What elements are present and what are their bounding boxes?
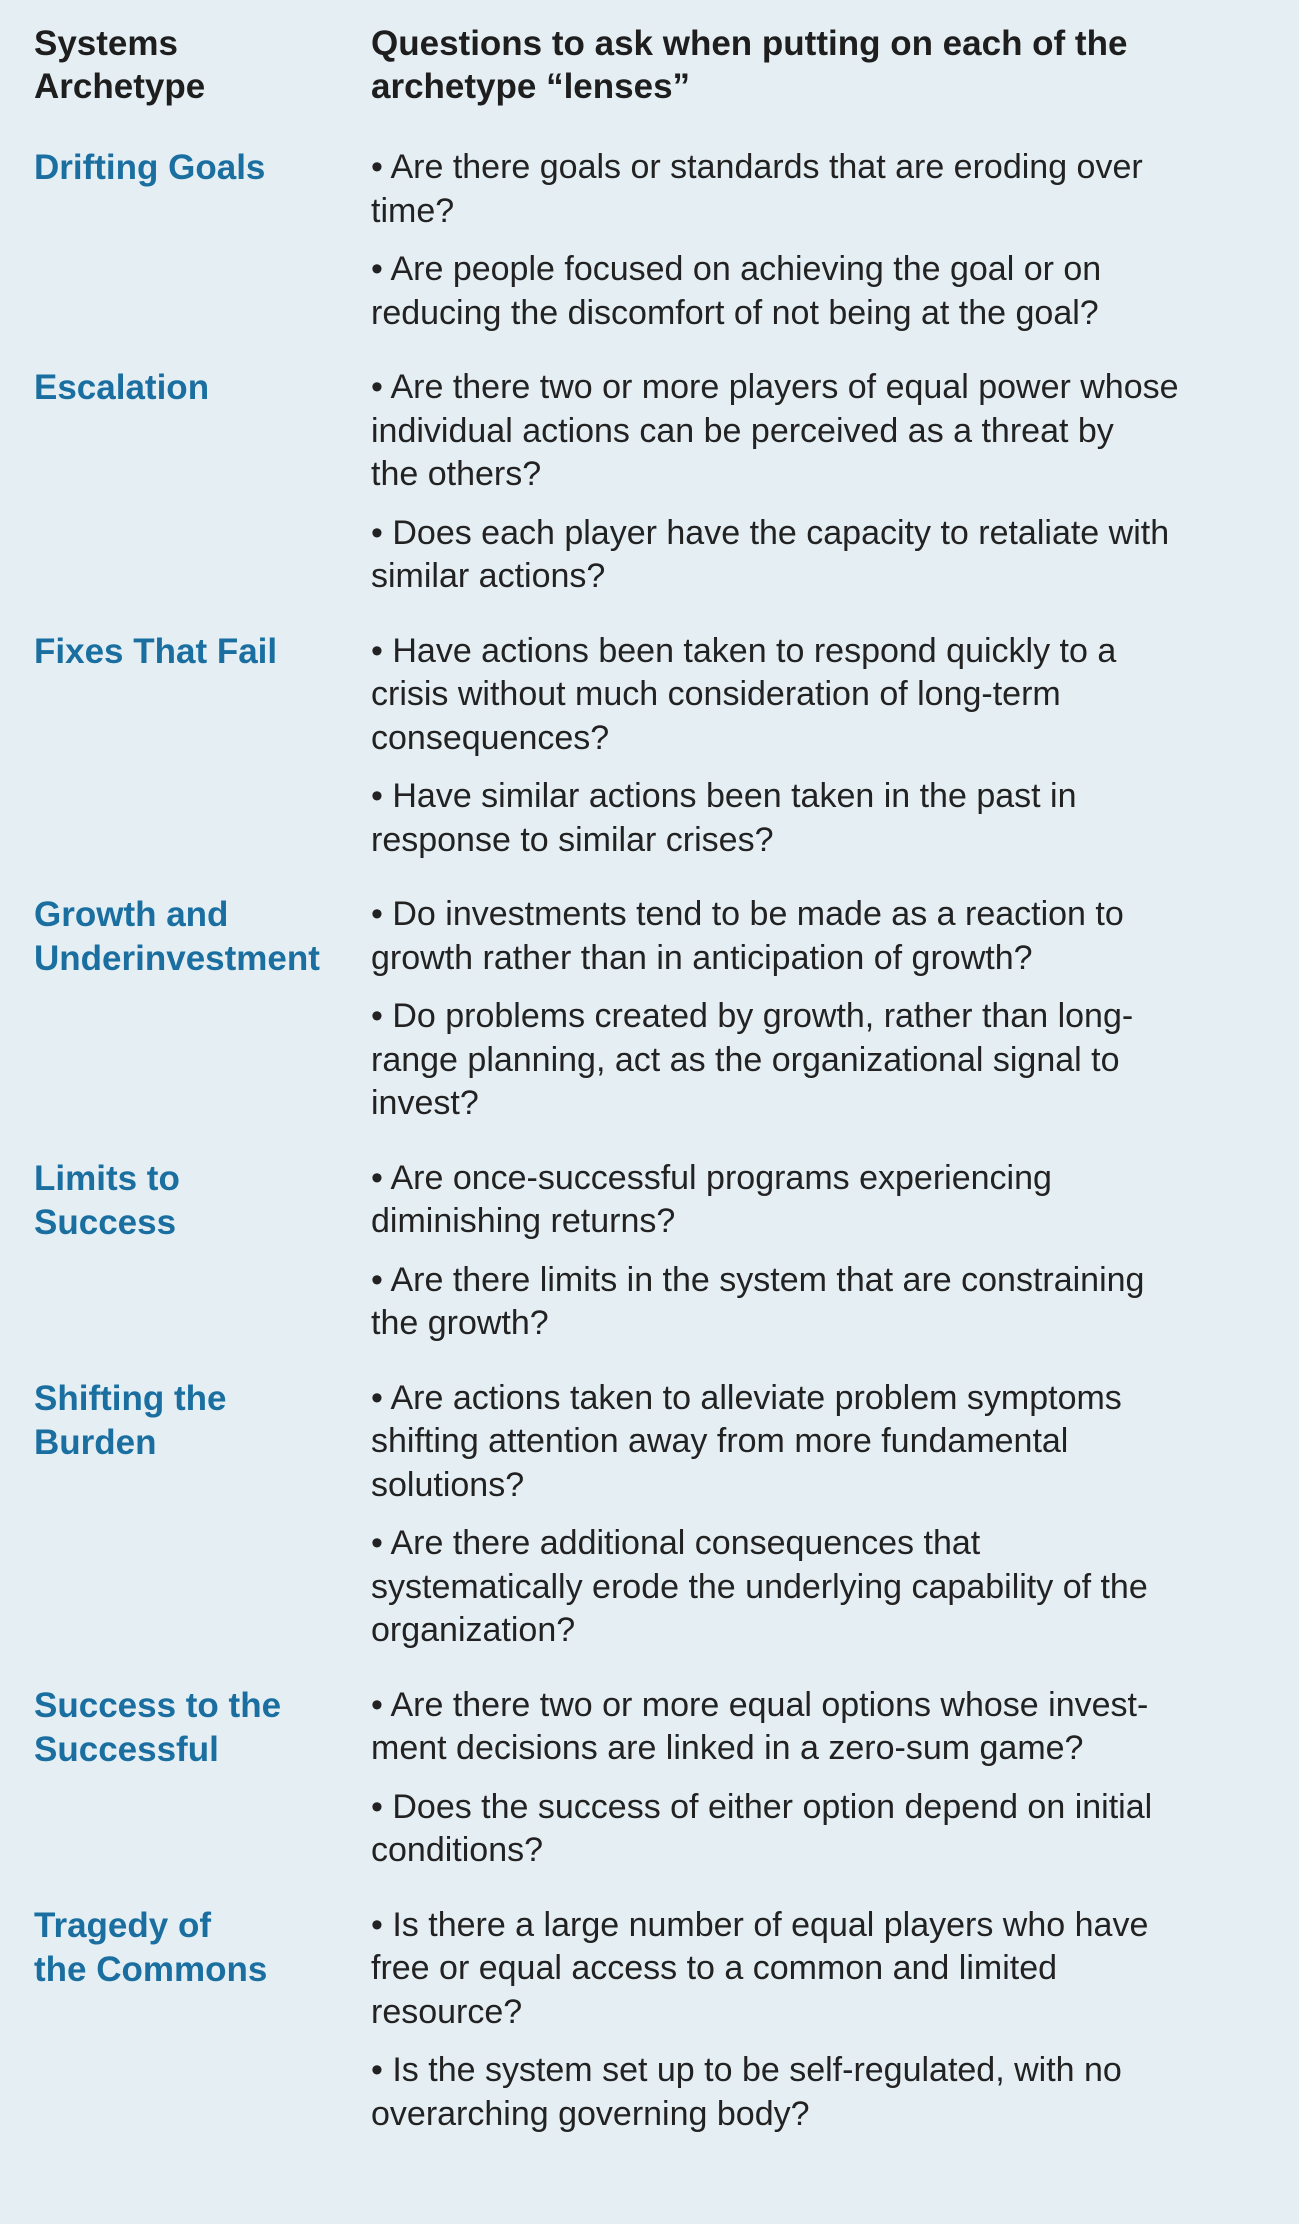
question-item: • Have actions been taken to respond quickly to a crisis without much consideration of long-term consequences? bbox=[371, 631, 1117, 757]
table-row bbox=[34, 1904, 1285, 2137]
table-row bbox=[34, 1684, 1285, 1873]
table-row bbox=[34, 1377, 1285, 1653]
question-item: • Does each player have the capacity to retaliate with similar actions? bbox=[371, 513, 1170, 595]
question-item: • Is there a large number of equal players who have free or equal access to a common and limited resource? bbox=[371, 1905, 1149, 2031]
question-item: • Have similar actions been taken in the past in response to similar crises? bbox=[371, 777, 1077, 859]
question-item: • Are there goals or standards that are eroding over time? bbox=[371, 148, 1143, 230]
question-list bbox=[371, 366, 1285, 599]
table-row bbox=[34, 630, 1285, 863]
question-list bbox=[371, 1157, 1285, 1346]
question-list bbox=[371, 1904, 1285, 2137]
table-row bbox=[34, 1157, 1285, 1346]
question-item: • Do problems created by growth, rather than long- range planning, act as the organizational signal to invest? bbox=[371, 997, 1134, 1122]
archetype-name: Shifting the Burden bbox=[34, 1378, 227, 1462]
question-list bbox=[371, 1377, 1285, 1653]
question-item: • Are there two or more players of equal power whose individual actions can be perceived as a threat by the others? bbox=[371, 368, 1179, 493]
question-item: • Are there additional consequences that systematically erode the underlying capability of the organization? bbox=[371, 1524, 1148, 1649]
question-item: • Does the success of either option depend on initial conditions? bbox=[371, 1787, 1153, 1869]
question-item: • Are once-successful programs experiencing diminishing returns? bbox=[371, 1158, 1052, 1240]
table-header bbox=[34, 22, 1285, 108]
table-row bbox=[34, 366, 1285, 599]
archetype-name: Escalation bbox=[34, 368, 210, 407]
archetype-name: Fixes That Fail bbox=[34, 631, 278, 671]
question-item: • Are there limits in the system that are constraining the growth? bbox=[371, 1260, 1145, 1342]
question-list bbox=[371, 893, 1285, 1126]
question-item: • Is the system set up to be self-regulated, with no overarching governing body? bbox=[371, 2051, 1122, 2133]
archetype-name: Growth and Underinvestment bbox=[34, 895, 320, 978]
question-item: • Are people focused on achieving the goal or on reducing the discomfort of not being at the goal? bbox=[371, 250, 1102, 332]
question-list bbox=[371, 1684, 1285, 1873]
question-item: • Do investments tend to be made as a reaction to growth rather than in anticipation of growth? bbox=[371, 895, 1124, 977]
question-item: • Are actions taken to alleviate problem symptoms shifting attention away from more fundamental solutions? bbox=[371, 1378, 1122, 1504]
archetype-name: Tragedy of the Commons bbox=[34, 1905, 268, 1989]
header-archetype: Systems Archetype bbox=[34, 24, 206, 106]
header-questions: Questions to ask when putting on each of the archetype “lenses” bbox=[371, 24, 1128, 106]
archetype-name: Limits to Success bbox=[34, 1158, 180, 1242]
question-list bbox=[371, 630, 1285, 863]
archetype-name: Drifting Goals bbox=[34, 148, 266, 187]
table-row bbox=[34, 146, 1285, 335]
table-row bbox=[34, 893, 1285, 1126]
question-item: • Are there two or more equal options whose invest- ment decisions are linked in a zero-sum game? bbox=[371, 1685, 1149, 1767]
archetype-name: Success to the Successful bbox=[34, 1685, 282, 1769]
question-list bbox=[371, 146, 1285, 335]
